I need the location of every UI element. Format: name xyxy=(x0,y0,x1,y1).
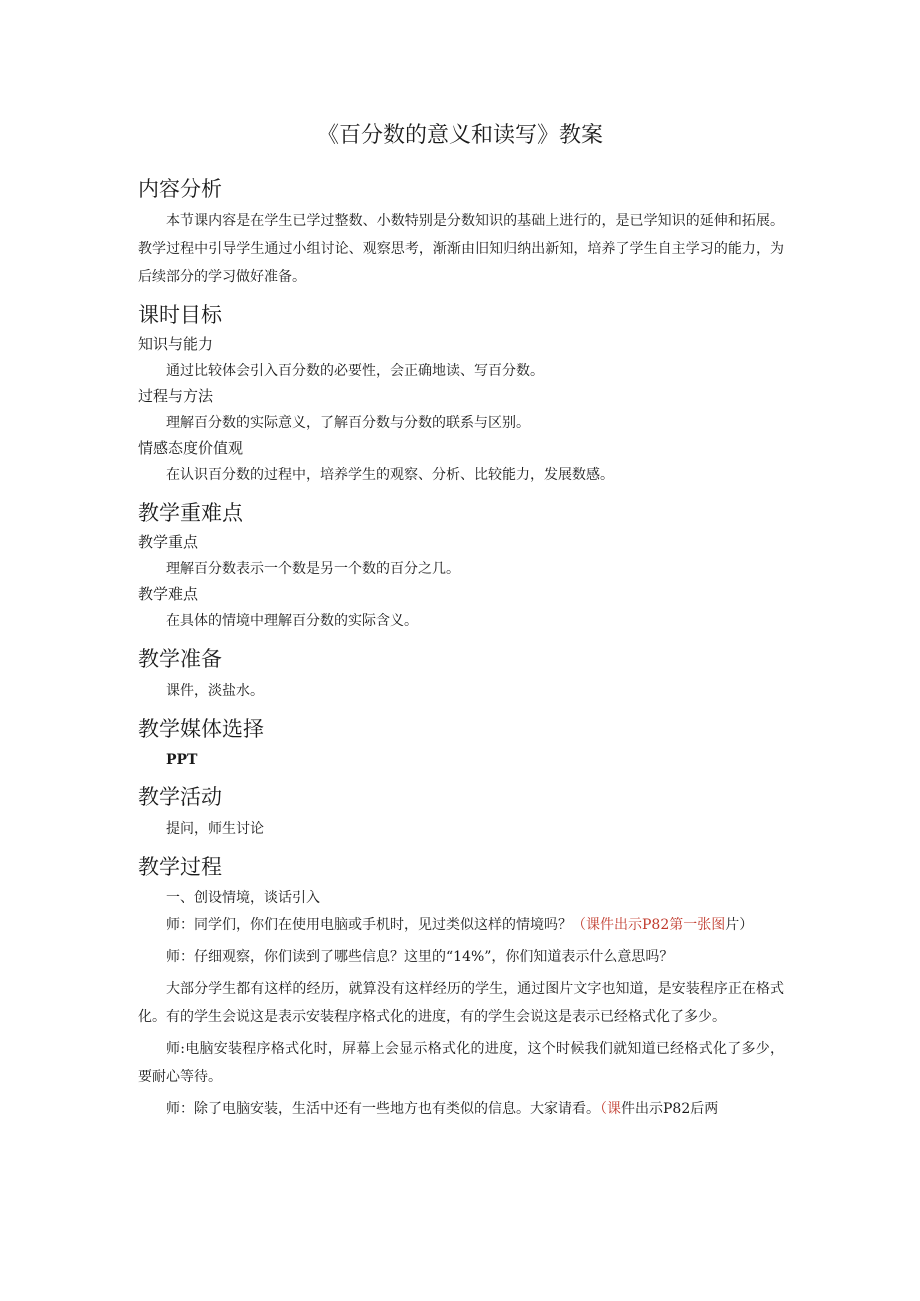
document-body xyxy=(138,175,784,1123)
activity-text: 提问，师生讨论 xyxy=(166,821,264,837)
preparation-text: 课件，淡盐水。 xyxy=(166,683,264,699)
heading-content-analysis: 内容分析 xyxy=(138,177,222,201)
process-paragraph-5 xyxy=(138,1095,784,1123)
p5-tail: 件出示P82后两 xyxy=(621,1101,719,1117)
heading-activity: 教学活动 xyxy=(138,785,222,809)
heading-objectives: 课时目标 xyxy=(138,303,222,327)
difficulty-text: 在具体的情境中理解百分数的实际含义。 xyxy=(166,613,418,629)
heading-focus: 教学重点 xyxy=(138,533,199,551)
focus-text: 理解百分数表示一个数是另一个数的百分之几。 xyxy=(166,561,460,577)
media-text: PPT xyxy=(166,752,198,768)
p1-tail: 片） xyxy=(725,917,754,933)
knowledge-text: 通过比较体会引入百分数的必要性，会正确地读、写百分数。 xyxy=(166,363,544,379)
p5-courseware-note: （课 xyxy=(600,1101,621,1117)
document-title: 《百分数的意义和读写》教案 xyxy=(316,123,603,148)
process-section-1: 一、创设情境，谈话引入 xyxy=(166,890,320,906)
heading-difficulty: 教学难点 xyxy=(138,585,199,603)
process-paragraph-3: 大部分学生都有这样的经历，就算没有这样经历的学生，通过图片文字也知道，是安装程序正在格式化。有的学生会说这是表示安装程序格式化的进度，有的学生会说这是表示已经格式化了多少。 xyxy=(138,981,784,1025)
p1-main: 师：同学们，你们在使用电脑或手机时，见过类似这样的情境吗？ xyxy=(166,917,572,933)
heading-knowledge: 知识与能力 xyxy=(138,335,214,353)
content-analysis-text: 本节课内容是在学生已学过整数、小数特别是分数知识的基础上进行的，是已学知识的延伸和拓展。教学过程中引导学生通过小组讨论、观察思考，渐渐由旧知归纳出新知，培养了学生自主学习的能力，为后续部分的学习做好准备。 xyxy=(138,213,784,285)
heading-media: 教学媒体选择 xyxy=(138,717,264,741)
heading-process-method: 过程与方法 xyxy=(138,387,214,405)
heading-key-points: 教学重难点 xyxy=(138,501,243,525)
process-method-text: 理解百分数的实际意义，了解百分数与分数的联系与区别。 xyxy=(166,415,530,431)
p5-main: 师：除了电脑安装，生活中还有一些地方也有类似的信息。大家请看。 xyxy=(166,1101,600,1117)
process-paragraph-2: 师：仔细观察，你们读到了哪些信息？这里的“14%”，你们知道表示什么意思吗？ xyxy=(166,949,674,965)
heading-emotion: 情感态度价值观 xyxy=(138,439,244,457)
emotion-text: 在认识百分数的过程中，培养学生的观察、分析、比较能力，发展数感。 xyxy=(166,467,614,483)
process-paragraph-1 xyxy=(138,911,784,939)
heading-process: 教学过程 xyxy=(138,855,222,879)
heading-preparation: 教学准备 xyxy=(138,647,222,671)
p1-courseware-note: （课件出示P82第一张图 xyxy=(572,917,726,933)
process-paragraph-4: 师:电脑安装程序格式化时，屏幕上会显示格式化的进度，这个时候我们就知道已经格式化了多少，要耐心等待。 xyxy=(138,1041,784,1085)
